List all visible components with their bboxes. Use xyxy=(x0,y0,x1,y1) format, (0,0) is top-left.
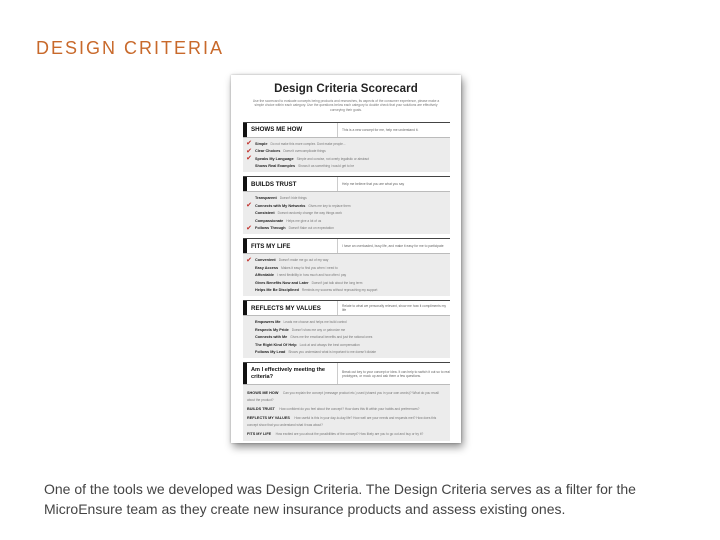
criteria-item-label: Shows Real Examples xyxy=(255,164,296,169)
criteria-item-label: Transparent xyxy=(255,196,277,201)
section-body xyxy=(243,138,450,172)
criteria-item-desc: Doesn't show me any or patronize me xyxy=(291,327,346,332)
criteria-item-desc: Do not make this more complex. Dont make people... xyxy=(270,141,346,146)
scorecard-title: Design Criteria Scorecard xyxy=(274,83,418,95)
section-header xyxy=(243,122,450,138)
check-mark-icon[interactable]: ✔ xyxy=(246,224,252,232)
criteria-item-label: Easy Access xyxy=(255,265,279,270)
criteria-item-label: Follows Through xyxy=(255,226,286,231)
criteria-item-desc: Simple and concise, not overly legalistic or abstract xyxy=(296,156,369,161)
section-label: SHOWS ME HOW xyxy=(251,126,303,134)
criteria-item-label: Speaks My Language xyxy=(255,156,294,161)
criteria-item xyxy=(243,155,450,163)
criteria-item-desc: Shows you understand what is important to me doesn't dictate xyxy=(288,350,376,355)
criteria-item xyxy=(243,341,450,349)
criteria-item-label: Follows My Lead xyxy=(255,350,286,355)
criteria-item xyxy=(243,209,450,217)
check-mark-icon[interactable]: ✔ xyxy=(246,202,252,210)
criteria-item xyxy=(243,147,450,155)
criteria-item xyxy=(243,225,450,233)
criteria-item-desc: Gives me the emotional benefits and just the rational ones xyxy=(290,335,373,340)
evaluation-question-text: How confident do you feel about the concept? How does this fit within your habits and preferences? xyxy=(279,407,420,412)
criteria-item-label: Simple xyxy=(255,141,268,146)
criteria-item xyxy=(243,326,450,334)
criteria-item-desc: Makes it easy to find you when i need to xyxy=(281,265,338,270)
criteria-item xyxy=(243,271,450,279)
section-body xyxy=(243,254,450,296)
section-desc: Relate to what we personally relevant, show me how it compliments my life xyxy=(337,301,450,315)
criteria-item xyxy=(243,333,450,341)
final-section-body xyxy=(243,385,450,441)
criteria-item-desc: Doesn't make me go out of my way xyxy=(278,258,329,263)
criteria-item-desc: Helps me give a lot of us xyxy=(286,218,322,223)
final-section-desc: Break out key to your concept or idea. It can help to switch it out so to real prototypes, or mock up and ask them a few questions. xyxy=(337,363,450,384)
slide-caption: One of the tools we developed was Design Criteria. The Design Criteria serves as a filter for the MicroEnsure team as they create new insurance products and assess existing ones. xyxy=(44,481,636,517)
evaluation-question xyxy=(247,404,446,411)
criteria-item-desc: Doesn't just talk about the long term xyxy=(311,280,363,285)
evaluation-question xyxy=(247,413,446,428)
evaluation-question xyxy=(247,429,446,436)
evaluation-question-text: How useful is this in your day-to-day life? How well are your needs and requests met? How does this concept show that you understand what it was about? xyxy=(247,416,437,428)
section-header xyxy=(243,176,450,192)
criteria-item xyxy=(243,202,450,210)
criteria-item xyxy=(243,279,450,287)
section-header xyxy=(243,300,450,316)
scorecard-intro: Use the scorecard to evaluate concepts being products and researches, its aspects of the consumer experience, please make a simple choice within each category. Use the questions below each category to double check that your solutions are effectively conveying their goals. xyxy=(252,99,440,112)
evaluation-question-label: BUILDS TRUST xyxy=(247,407,275,412)
evaluation-question-text: Can you explain the concept (message product etc.) used (shared you in your own words)? What do you recall about the product? xyxy=(247,391,439,403)
evaluation-question-label: FITS MY LIFE xyxy=(247,432,272,437)
slide-title: DESIGN CRITERIA xyxy=(36,38,225,58)
criteria-item xyxy=(243,256,450,264)
criteria-item-desc: Look at and always the best compensation xyxy=(299,342,360,347)
criteria-item-label: Respects My Pride xyxy=(255,327,289,332)
section-label: FITS MY LIFE xyxy=(251,242,291,250)
criteria-item xyxy=(243,264,450,272)
criteria-item xyxy=(243,349,450,357)
section-body xyxy=(243,192,450,234)
criteria-section xyxy=(243,300,450,358)
criteria-item-desc: Doesn't flake out on expectation xyxy=(288,226,334,231)
evaluation-question-label: REFLECTS MY VALUES xyxy=(247,416,290,421)
section-header xyxy=(243,238,450,254)
criteria-item xyxy=(243,194,450,202)
section-desc: This is a new concept for me, help me understand it. xyxy=(337,123,450,137)
check-mark-icon[interactable]: ✔ xyxy=(246,147,252,155)
scorecard-sections xyxy=(231,122,461,358)
criteria-item-label: Helps Me Be Disciplined xyxy=(255,288,299,293)
section-body xyxy=(243,316,450,358)
criteria-item-label: Gives Benefits Now and Later xyxy=(255,280,309,285)
criteria-item-desc: Doesn't overcomplicate things xyxy=(283,149,326,154)
check-mark-icon[interactable]: ✔ xyxy=(246,155,252,163)
criteria-item-label: Connects with My Networks xyxy=(255,203,306,208)
criteria-item xyxy=(243,287,450,295)
criteria-item-desc: Doesnt randomly change the way things work xyxy=(277,211,342,216)
criteria-item-label: Consistent xyxy=(255,211,275,216)
evaluation-question-label: SHOWS ME HOW xyxy=(247,391,279,396)
final-section-header xyxy=(243,362,450,385)
check-mark-icon[interactable]: ✔ xyxy=(246,140,252,148)
criteria-item-label: Clear Choices xyxy=(255,149,281,154)
criteria-section xyxy=(243,238,450,296)
criteria-section xyxy=(243,176,450,234)
criteria-item-desc: Shows it as something i would get to be xyxy=(298,164,355,169)
criteria-item xyxy=(243,217,450,225)
section-label: REFLECTS MY VALUES xyxy=(251,304,321,312)
criteria-item-label: Connects with Me xyxy=(255,335,288,340)
criteria-item xyxy=(243,163,450,171)
section-label: BUILDS TRUST xyxy=(251,180,297,188)
section-desc: Help me believe that you are what you say xyxy=(337,177,450,191)
criteria-item-label: Affordable xyxy=(255,273,274,278)
criteria-item xyxy=(243,140,450,148)
section-desc: I have an overloaded, busy life, and make it easy for me to participate xyxy=(337,239,450,253)
final-section-label: Am I effectively meeting the criteria? xyxy=(251,366,325,380)
criteria-item-desc: Doesn't hide things xyxy=(279,196,307,201)
criteria-section xyxy=(243,122,450,172)
scorecard-document xyxy=(231,75,461,443)
criteria-item-label: Convenient xyxy=(255,258,276,263)
criteria-item-desc: Leads me choose and helps me build control xyxy=(283,320,347,324)
criteria-item-label: Compassionate xyxy=(255,218,284,223)
evaluation-question-text: How excited are you about the possibilities of the concept? How likely are you to go out and buy or try it? xyxy=(275,432,424,437)
final-section xyxy=(243,362,450,441)
check-mark-icon[interactable]: ✔ xyxy=(246,256,252,264)
criteria-item-desc: I need flexibility in how much and how often i pay xyxy=(277,273,347,278)
criteria-item-desc: Reminds my success without reproaching my support xyxy=(301,288,378,293)
criteria-item xyxy=(243,318,450,326)
criteria-item-label: Empowers Me xyxy=(255,320,281,324)
criteria-item-desc: Gives me key to replace them xyxy=(308,203,351,208)
criteria-item-label: The Right Kind Of Help xyxy=(255,342,297,347)
